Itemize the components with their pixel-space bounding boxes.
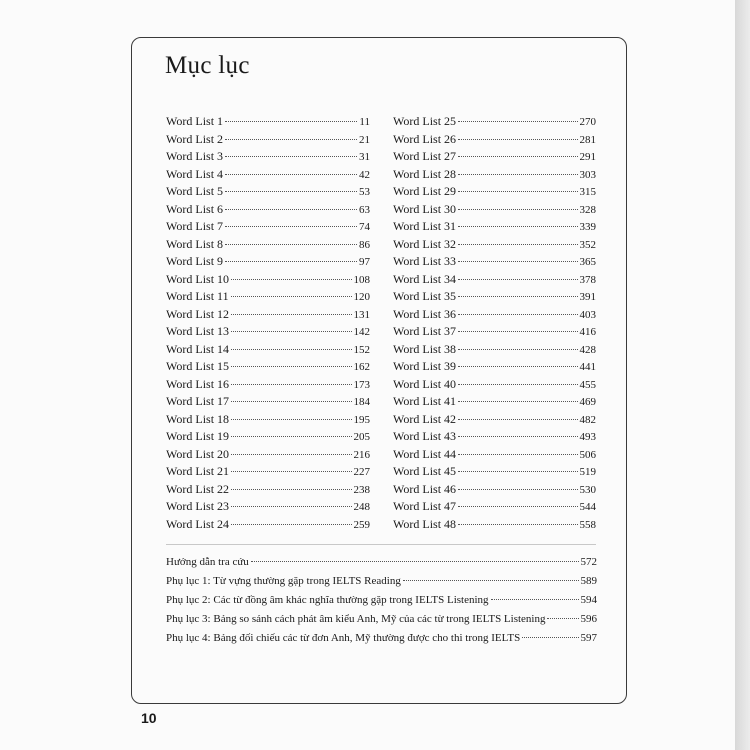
toc-entry [393,288,596,306]
toc-entry-page: 572 [580,556,597,568]
page-number: 10 [141,710,157,726]
toc-entry [393,498,596,516]
dot-leader [231,331,351,332]
toc-entry-label: Word List 25 [393,114,457,128]
dot-leader [458,191,577,192]
toc-entry-page: 120 [353,291,370,303]
toc-entry-page: 53 [359,186,370,198]
toc-entry-page: 248 [353,501,370,513]
dot-leader [231,454,351,455]
dot-leader [458,139,577,140]
toc-entry-page: 482 [579,413,596,426]
toc-entry [166,463,370,481]
section-divider [166,544,596,545]
dot-leader [458,506,577,507]
toc-entry-page: 378 [579,273,596,286]
dot-leader [231,506,351,507]
toc-entry-label: Word List 36 [393,306,457,321]
toc-entry-label: Word List 46 [393,481,457,496]
toc-right-column [393,113,596,533]
toc-entry [393,148,596,166]
toc-entry-page: 238 [353,483,370,496]
toc-entry-label: Word List 18 [166,411,230,426]
toc-left-column [166,113,370,533]
toc-entry-page: 315 [579,186,596,198]
toc-entry [166,610,597,629]
toc-entry-page: 391 [579,291,596,303]
dot-leader [458,296,577,297]
toc-entry-page: 594 [580,594,597,606]
toc-entry-page: 21 [359,133,370,146]
toc-entry [166,498,370,516]
dot-leader [225,209,357,210]
toc-entry [166,288,370,306]
toc-entry-label: Word List 42 [393,411,457,426]
dot-leader [231,419,351,420]
toc-entry [393,341,596,359]
dot-leader [231,489,351,490]
toc-entry-label: Word List 10 [166,271,230,286]
toc-entry-page: 544 [579,501,596,513]
dot-leader [403,580,579,581]
toc-entry-page: 339 [579,221,596,233]
toc-entry [393,131,596,149]
toc-entry [166,358,370,376]
toc-entry-label: Word List 34 [393,271,457,286]
toc-entry [393,183,596,201]
toc-entry [393,166,596,184]
toc-entry-page: 352 [579,238,596,251]
dot-leader [225,121,357,122]
toc-entry [393,113,596,131]
toc-entry-label: Word List 44 [393,446,457,461]
dot-leader [225,156,357,157]
toc-entry [166,393,370,411]
toc-entry [393,516,596,534]
toc-entry-label: Hướng dẫn tra cứu [166,556,249,568]
toc-entry-page: 205 [353,431,370,443]
toc-entry [393,393,596,411]
toc-appendix-list [166,553,597,648]
toc-entry [166,411,370,429]
dot-leader [458,384,577,385]
page-title: Mục lục [165,52,250,79]
toc-entry-label: Phụ lục 4: Bảng đối chiếu các từ đơn Anh, Mỹ thường được cho thi trong IELTS [166,632,521,644]
toc-entry-label: Word List 9 [166,254,224,268]
toc-entry-label: Word List 32 [393,236,457,251]
toc-entry-page: 195 [353,413,370,426]
toc-entry-page: 589 [580,575,597,587]
dot-leader [231,471,351,472]
dot-leader [251,561,579,562]
toc-entry [166,428,370,446]
toc-entry [166,516,370,534]
toc-entry [393,323,596,341]
dot-leader [231,401,351,402]
toc-entry-page: 281 [579,133,596,146]
dot-leader [458,349,577,350]
toc-entry-page: 162 [353,361,370,373]
toc-entry-page: 74 [359,221,370,233]
toc-entry-page: 303 [579,168,596,181]
toc-entry-page: 173 [353,378,370,391]
toc-entry [166,218,370,236]
toc-entry-page: 270 [579,116,596,128]
toc-entry-page: 131 [353,308,370,321]
toc-entry-label: Word List 40 [393,376,457,391]
toc-entry-label: Word List 45 [393,464,457,478]
toc-entry-label: Word List 17 [166,394,230,408]
toc-entry-page: 11 [359,116,370,128]
page-edge-shadow [735,0,750,750]
toc-entry [166,553,597,572]
dot-leader [225,191,357,192]
toc-entry-page: 42 [359,168,370,181]
toc-entry-label: Word List 3 [166,149,224,163]
toc-entry-label: Word List 41 [393,394,457,408]
dot-leader [225,261,357,262]
toc-entry [166,253,370,271]
dot-leader [458,121,577,122]
toc-entry-page: 455 [579,378,596,391]
toc-entry [166,446,370,464]
toc-entry [166,323,370,341]
dot-leader [458,156,577,157]
toc-entry-page: 86 [359,238,370,251]
dot-leader [458,244,577,245]
toc-entry-page: 328 [579,203,596,216]
toc-entry-page: 558 [579,518,596,531]
dot-leader [547,618,578,619]
toc-entry-label: Word List 35 [393,289,457,303]
dot-leader [458,419,577,420]
toc-entry-label: Word List 21 [166,464,230,478]
toc-entry [393,446,596,464]
toc-entry [166,629,597,648]
toc-entry-label: Word List 2 [166,131,224,146]
dot-leader [231,524,351,525]
dot-leader [458,366,577,367]
toc-entry-label: Word List 27 [393,149,457,163]
toc-entry-label: Word List 16 [166,376,230,391]
dot-leader [458,454,577,455]
toc-entry-label: Phụ lục 3: Bảng so sánh cách phát âm kiểu Anh, Mỹ của các từ trong IELTS Listening [166,613,546,625]
toc-entry-label: Phụ lục 2: Các từ đồng âm khác nghĩa thường gặp trong IELTS Listening [166,594,489,606]
toc-entry-label: Word List 1 [166,114,224,128]
toc-entry-label: Word List 13 [166,324,230,338]
toc-entry [393,411,596,429]
toc-entry [393,463,596,481]
toc-entry [393,376,596,394]
dot-leader [458,524,577,525]
toc-entry-page: 31 [359,151,370,163]
toc-entry [166,148,370,166]
toc-entry [166,113,370,131]
toc-entry-label: Phụ lục 1: Từ vựng thường gặp trong IELTS Reading [166,575,401,587]
toc-entry-label: Word List 29 [393,184,457,198]
toc-entry [166,376,370,394]
dot-leader [231,349,351,350]
dot-leader [458,261,577,262]
toc-entry-page: 227 [353,466,370,478]
toc-entry-page: 441 [579,361,596,373]
toc-entry-page: 469 [579,396,596,408]
dot-leader [231,436,351,437]
dot-leader [458,401,577,402]
toc-entry [393,271,596,289]
dot-leader [225,226,357,227]
toc-entry-page: 291 [579,151,596,163]
toc-entry-page: 108 [353,273,370,286]
dot-leader [231,296,352,297]
dot-leader [458,489,577,490]
dot-leader [458,436,577,437]
toc-entry [393,236,596,254]
toc-entry-page: 506 [579,448,596,461]
toc-entry [166,236,370,254]
toc-entry-label: Word List 19 [166,429,230,443]
toc-entry [166,183,370,201]
toc-entry-page: 519 [579,466,596,478]
dot-leader [225,244,357,245]
toc-entry [166,271,370,289]
dot-leader [231,279,351,280]
toc-entry-label: Word List 4 [166,166,224,181]
toc-entry-page: 597 [580,632,597,644]
dot-leader [225,139,357,140]
dot-leader [458,174,577,175]
toc-entry-page: 142 [353,326,370,338]
toc-entry-label: Word List 31 [393,219,457,233]
toc-entry-label: Word List 33 [393,254,457,268]
toc-entry-page: 97 [359,256,370,268]
toc-entry-label: Word List 24 [166,516,230,531]
toc-entry-label: Word List 11 [166,289,229,303]
toc-entry-page: 416 [579,326,596,338]
toc-entry-page: 428 [579,343,596,356]
toc-entry-label: Word List 37 [393,324,457,338]
toc-entry-label: Word List 12 [166,306,230,321]
dot-leader [458,471,577,472]
dot-leader [458,226,577,227]
toc-entry [166,131,370,149]
toc-entry-label: Word List 48 [393,516,457,531]
toc-entry-label: Word List 5 [166,184,224,198]
toc-entry-page: 365 [579,256,596,268]
toc-entry-label: Word List 8 [166,236,224,251]
dot-leader [522,637,578,638]
toc-entry [166,481,370,499]
toc-entry-page: 152 [353,343,370,356]
toc-entry-label: Word List 39 [393,359,457,373]
dot-leader [231,384,351,385]
toc-entry-label: Word List 26 [393,131,457,146]
toc-entry [166,306,370,324]
toc-entry-label: Word List 47 [393,499,457,513]
toc-entry-label: Word List 28 [393,166,457,181]
dot-leader [458,209,577,210]
toc-entry [393,201,596,219]
toc-entry-page: 216 [353,448,370,461]
toc-entry-page: 530 [579,483,596,496]
dot-leader [458,331,577,332]
dot-leader [231,314,351,315]
toc-entry-label: Word List 22 [166,481,230,496]
toc-entry [393,358,596,376]
toc-entry-label: Word List 6 [166,201,224,216]
toc-entry-label: Word List 43 [393,429,457,443]
toc-entry-page: 596 [580,613,597,625]
toc-entry-page: 63 [359,203,370,216]
dot-leader [491,599,579,600]
dot-leader [458,314,577,315]
toc-entry [393,481,596,499]
toc-entry-label: Word List 38 [393,341,457,356]
toc-entry-label: Word List 14 [166,341,230,356]
toc-entry [166,166,370,184]
toc-entry [166,591,597,610]
toc-entry-label: Word List 30 [393,201,457,216]
toc-entry [393,218,596,236]
toc-entry-label: Word List 7 [166,219,224,233]
dot-leader [225,174,357,175]
toc-entry [393,428,596,446]
toc-entry-label: Word List 23 [166,499,230,513]
toc-entry [166,572,597,591]
dot-leader [458,279,577,280]
toc-entry-page: 493 [579,431,596,443]
toc-entry-page: 403 [579,308,596,321]
toc-entry [166,341,370,359]
dot-leader [231,366,351,367]
toc-entry-page: 184 [353,396,370,408]
toc-entry-label: Word List 20 [166,446,230,461]
toc-entry [166,201,370,219]
toc-entry-label: Word List 15 [166,359,230,373]
toc-entry [393,306,596,324]
toc-entry [393,253,596,271]
toc-entry-page: 259 [353,518,370,531]
